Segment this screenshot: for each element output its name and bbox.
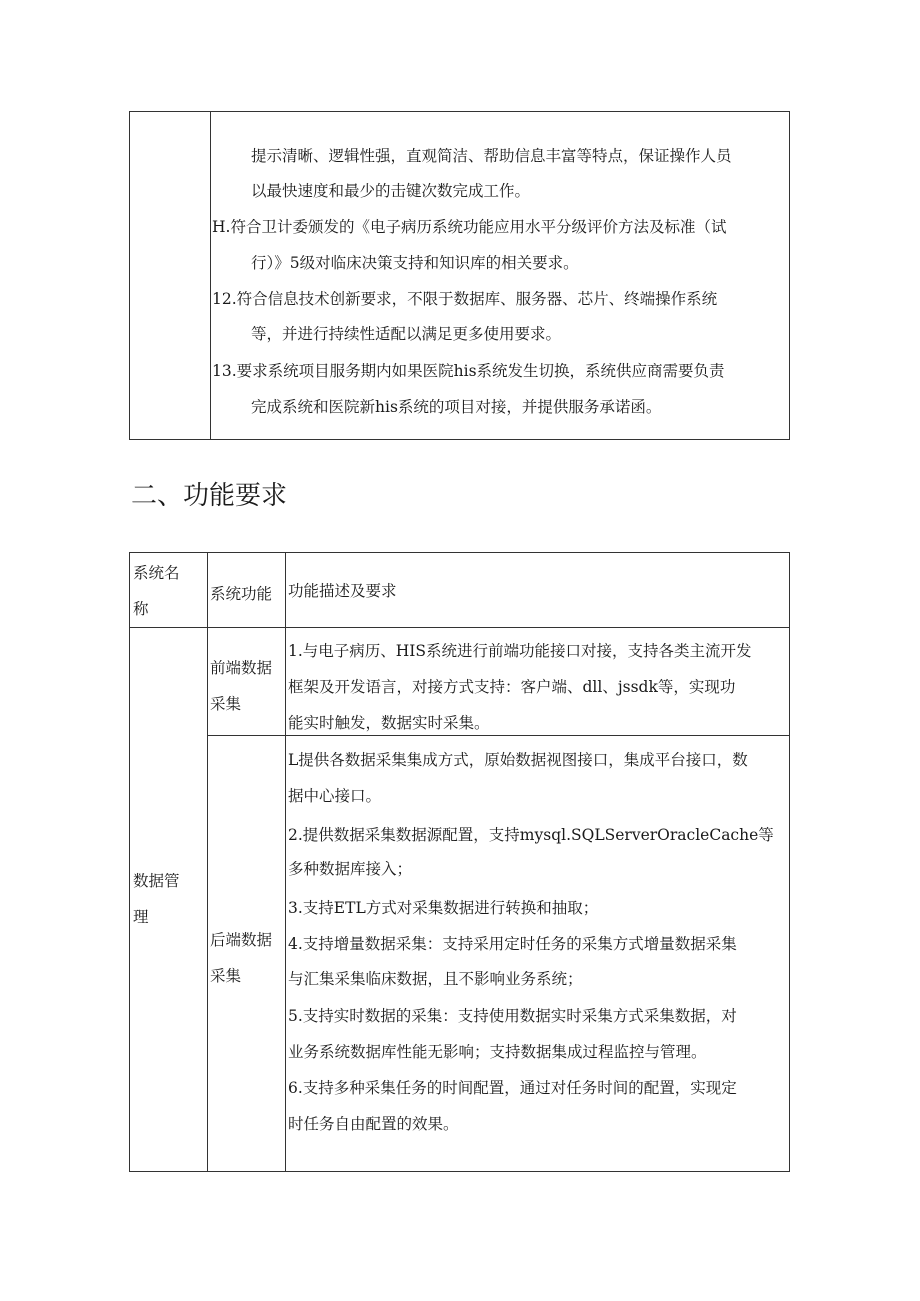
description-line: 时任务自由配置的效果。: [288, 1115, 459, 1133]
function-name: 前端数据: [210, 659, 273, 677]
function-name: 采集: [210, 695, 242, 713]
system-name: 数据管: [133, 872, 180, 890]
description-line: L提供各数据采集集成方式，原始数据视图接口，集成平台接口，数: [288, 751, 748, 769]
requirement-line: 13.要求系统项目服务期内如果医院his系统发生切换，系统供应商需要负责: [212, 362, 725, 380]
description-line: 与汇集采集临床数据，且不影响业务系统；: [288, 970, 583, 988]
requirement-line: 行）》5级对临床决策支持和知识库的相关要求。: [251, 254, 579, 272]
description-line: 多种数据库接入；: [288, 860, 413, 878]
description-line: 6.支持多种采集任务的时间配置，通过对任务时间的配置，实现定: [288, 1079, 737, 1097]
header-system-name: 称: [133, 600, 149, 618]
description-line: 框架及开发语言，对接方式支持：客户端、dll、jssdk等，实现功: [288, 678, 736, 696]
requirement-line: 12.符合信息技术创新要求，不限于数据库、服务器、芯片、终端操作系统: [212, 290, 718, 308]
column-divider: [207, 553, 208, 1171]
header-description: 功能描述及要求: [288, 582, 397, 600]
requirement-line: 提示清晰、逻辑性强，直观简洁、帮助信息丰富等特点，保证操作人员: [251, 147, 732, 165]
row-divider: [130, 627, 789, 628]
description-line: 据中心接口。: [288, 787, 382, 805]
section-heading: 二、功能要求: [131, 481, 288, 511]
header-system-name: 系统名: [133, 564, 180, 582]
description-line: 5.支持实时数据的采集：支持使用数据实时采集方式采集数据，对: [288, 1007, 737, 1025]
header-system-function: 系统功能: [210, 585, 273, 603]
description-line: 2.提供数据采集数据源配置，支持mysql.SQLServerOracleCache等: [288, 826, 774, 844]
description-line: 1.与电子病历、HIS系统进行前端功能接口对接，支持各类主流开发: [288, 642, 752, 660]
description-line: 3.支持ETL方式对采集数据进行转换和抽取；: [288, 899, 599, 917]
requirement-line: 完成系统和医院新his系统的项目对接，并提供服务承诺函。: [251, 398, 662, 416]
row-divider: [207, 735, 789, 736]
column-divider: [285, 553, 286, 1171]
requirements-table: [129, 111, 790, 440]
column-divider: [210, 112, 211, 439]
description-line: 4.支持增量数据采集：支持采用定时任务的采集方式增量数据采集: [288, 935, 737, 953]
function-table: [129, 552, 790, 1172]
requirement-line: 等，并进行持续性适配以满足更多使用要求。: [251, 325, 562, 343]
requirement-line: 以最快速度和最少的击键次数完成工作。: [251, 182, 531, 200]
function-name: 采集: [210, 967, 242, 985]
system-name: 理: [133, 908, 149, 926]
function-name: 后端数据: [210, 931, 273, 949]
requirement-line: H.符合卫计委颁发的《电子病历系统功能应用水平分级评价方法及标准（试: [212, 218, 727, 236]
description-line: 业务系统数据库性能无影响；支持数据集成过程监控与管理。: [288, 1043, 707, 1061]
description-line: 能实时触发，数据实时采集。: [288, 714, 490, 732]
